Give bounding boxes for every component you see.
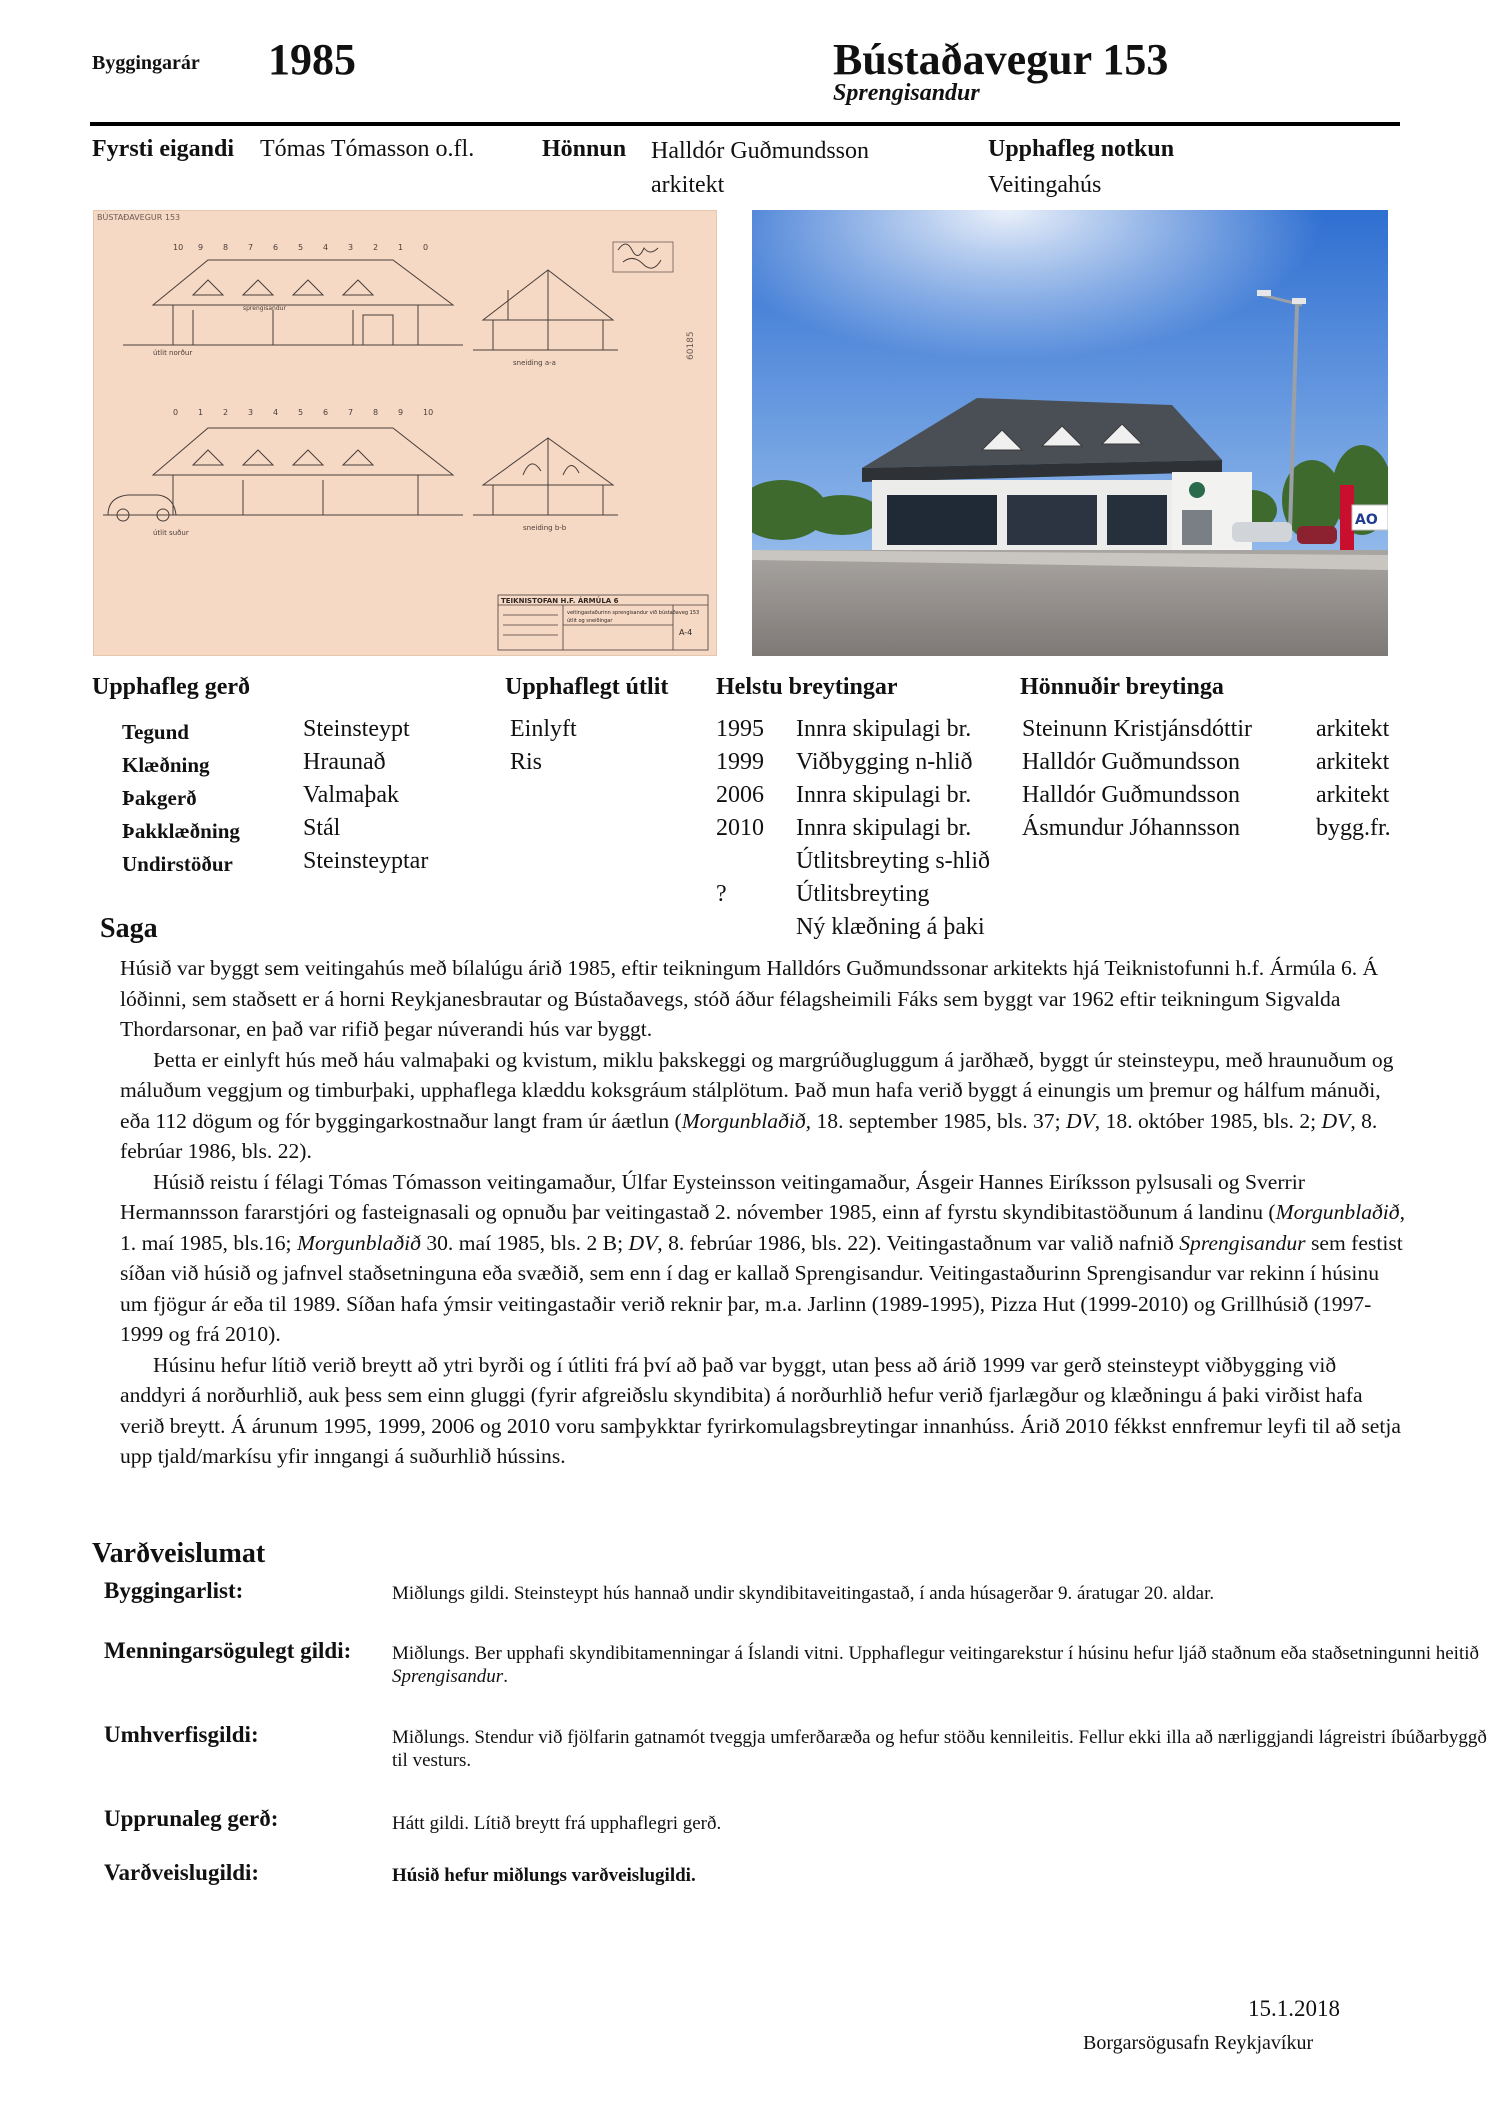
change-text: Innra skipulagi br. [796, 782, 972, 808]
saga-paragraph: Húsið var byggt sem veitingahús með bílalúgu árið 1985, eftir teikningum Halldórs Guðmundssonar arkitekts hjá Teiknistofunni h.f. Ármúla 6. Á lóðinni, sem staðsett er á horni Reykjanesbrautar og Bústaðavegs, stóð áður félagsheimili Fáks sem byggt var 1962 eftir teikningum Sigvalda Thordarsonar, en það var rifið þegar núverandi hús var byggt. [120, 956, 1379, 1041]
drawing-scale-number: 10 [423, 408, 434, 417]
drawing-scale-number: 1 [398, 243, 404, 252]
drawing-scale-number: 4 [323, 243, 329, 252]
use-label: Upphafleg notkun [988, 136, 1175, 162]
change-text: Innra skipulagi br. [796, 716, 972, 742]
form-label: Þakklæðning [122, 819, 240, 843]
use-value: Veitingahús [988, 172, 1102, 198]
header-rule [90, 122, 1400, 126]
page-title: Bústaðavegur 153 [833, 35, 1169, 84]
drawing-scale-number: 5 [298, 243, 304, 252]
form-value: Hraunað [303, 749, 386, 775]
form-value: Steinsteypt [303, 716, 410, 742]
drawing-label-section-a: sneiding a-a [513, 359, 556, 367]
heading-original-look: Upphaflegt útlit [505, 674, 669, 700]
owner-label: Fyrsti eigandi [92, 136, 234, 162]
designer-name: Halldór Guðmundsson [651, 138, 869, 164]
change-year: 2006 [716, 782, 764, 808]
drawing-scale-number: 8 [373, 408, 379, 417]
preservation-value-text: Húsið hefur miðlungs varðveislugildi. [392, 1865, 696, 1886]
footer-organization: Borgarsögusafn Reykjavíkur [1083, 2032, 1314, 2054]
drawing-scale-number: 7 [248, 243, 254, 252]
original-form-text: Hátt gildi. Lítið breytt frá upphaflegri gerð. [392, 1813, 722, 1834]
heading-change-designers: Hönnuðir breytinga [1020, 674, 1224, 700]
architectural-drawing [93, 210, 717, 656]
drawing-label-north: útlit norður [153, 349, 193, 357]
designer-title: arkitekt [651, 172, 725, 198]
change-text: Innra skipulagi br. [796, 815, 972, 841]
preservation-value-label: Varðveislugildi: [104, 1860, 260, 1885]
form-value: Valmaþak [303, 782, 399, 808]
year-value: 1985 [268, 35, 356, 84]
architecture-text: Miðlungs gildi. Steinsteypt hús hannað undir skyndibitaveitingastað, í anda húsagerðar 9. áratugar 20. aldar. [392, 1583, 1215, 1604]
change-year: 1999 [716, 749, 764, 775]
look-value: Einlyft [510, 716, 577, 742]
drawing-scale-number: 6 [323, 408, 329, 417]
drawing-scale-number: 10 [173, 243, 184, 252]
drawing-label-south: útlit suður [153, 529, 189, 537]
drawing-corner-label: BÚSTAÐAVEGUR 153 [97, 213, 181, 222]
form-label: Tegund [122, 720, 189, 744]
saga-paragraph: Þetta er einlyft hús með háu valmaþaki og kvistum, miklu þakskeggi og margrúðugluggum á jarðhæð, byggt úr steinsteypu, með hraunuðum og máluðum veggjum og timburþaki, upphaflega klæddu koksgráum stálplötum. Það mun hafa verið byggt á einungis um þremur og hálfum mánuði, eða 112 dögum og fór byggingarkostnaður langt fram úr áætlun (Morgunblaðið, 18. september 1985, bls. 37; DV, 18. október 1985, bls. 2; DV, 8. febrúar 1986, bls. 22). [120, 1047, 1394, 1163]
drawing-scale-number: 0 [173, 408, 179, 417]
drawing-scale-number: 5 [298, 408, 304, 417]
change-year: 2010 [716, 815, 764, 841]
drawing-scale-number: 3 [348, 243, 354, 252]
designer-role: arkitekt [1316, 749, 1390, 775]
owner-value: Tómas Tómasson o.fl. [260, 136, 475, 162]
designer-name: Steinunn Kristjánsdóttir [1022, 716, 1252, 742]
drawing-scale-number: 7 [348, 408, 354, 417]
drawing-scale-number: 0 [423, 243, 429, 252]
page-subtitle: Sprengisandur [833, 80, 980, 106]
drawing-sign-text: sprengisandur [243, 305, 286, 312]
svg-text:AO: AO [1355, 512, 1378, 528]
change-text: Viðbygging n-hlið [796, 749, 973, 775]
footer-date: 15.1.2018 [1248, 1996, 1340, 2021]
drawing-scale-number: 2 [373, 243, 379, 252]
form-value: Stál [303, 815, 341, 841]
year-label: Byggingarár [92, 52, 200, 74]
designer-name: Halldór Guðmundsson [1022, 782, 1240, 808]
saga-paragraph: Húsinu hefur lítið verið breytt að ytri byrði og í útliti frá því að það var byggt, utan þess að árið 1999 var gerð steinsteypt viðbygging við anddyri á norðurhlið, auk þess sem einn gluggi (fyrir afgreiðslu skyndibita) á norðurhlið hefur verið fjarlægður og klæðningu á þaki virðist hafa verið breytt. Á árunum 1995, 1999, 2006 og 2010 voru samþykktar fyrirkomulagsbreytingar innanhúss. Árið 2010 fékkst ennfremur leyfi til að setja upp tjald/markísu yfir inngangi á suðurhlið hússins. [120, 1352, 1401, 1468]
preservation-title: Varðveislumat [92, 1538, 266, 1569]
culture-label: Menningarsögulegt gildi: [104, 1638, 352, 1663]
change-year: 1995 [716, 716, 764, 742]
designer-role: bygg.fr. [1316, 815, 1391, 841]
change-text: Útlitsbreyting [796, 881, 930, 907]
drawing-box-title: veitingastaðurinn sprengisandur við bústaðaveg 153 [567, 610, 700, 616]
designer-role: arkitekt [1316, 716, 1390, 742]
environment-label: Umhverfisgildi: [104, 1722, 259, 1747]
form-label: Þakgerð [122, 786, 197, 810]
drawing-scale-number: 9 [398, 408, 404, 417]
architecture-label: Byggingarlist: [104, 1578, 244, 1603]
drawing-box-subtitle: útlit og sneiðingar [567, 618, 613, 624]
design-label: Hönnun [542, 136, 627, 162]
change-text: Útlitsbreyting s-hlið [796, 848, 990, 874]
form-value: Steinsteyptar [303, 848, 429, 874]
drawing-scale-number: 3 [248, 408, 254, 417]
designer-role: arkitekt [1316, 782, 1390, 808]
drawing-scale-number: 2 [223, 408, 229, 417]
form-label: Klæðning [122, 753, 210, 777]
svg-text:60185: 60185 [686, 331, 696, 360]
change-year: ? [716, 881, 727, 907]
culture-text: Miðlungs. Ber upphafi skyndibitamenningar á Íslandi vitni. Upphaflegur veitingarekstur í húsinu hefur ljáð staðnum eða staðsetningunni heitið Sprengisandur. [392, 1643, 1480, 1687]
form-label: Undirstöður [122, 852, 233, 876]
saga-title: Saga [100, 913, 158, 944]
heading-main-changes: Helstu breytingar [716, 674, 898, 700]
original-form-label: Upprunaleg gerð: [104, 1806, 279, 1831]
drawing-firm-name: TEIKNISTOFAN H.F. ÁRMÚLA 6 [501, 597, 619, 605]
saga-body [120, 953, 1405, 1472]
building-photo [752, 210, 1388, 656]
designer-name: Halldór Guðmundsson [1022, 749, 1240, 775]
environment-text: Miðlungs. Stendur við fjölfarin gatnamót tveggja umferðaræða og hefur stöðu kennileitis. Fellur ekki illa að nærliggjandi lágreistri íbúðarbyggð til vesturs. [392, 1727, 1487, 1771]
saga-paragraph: Húsið reistu í félagi Tómas Tómasson veitingamaður, Úlfar Eysteinsson veitingamaður, Ásgeir Hannes Eiríksson pylsusali og Sverrir Hermannsson fararstjóri og fasteignasali og opnuðu þar veitingastað 2. nóvember 1985, einn af fyrstu skyndibitastöðunum á landinu (Morgunblaðið, 1. maí 1985, bls.16; Morgunblaðið 30. maí 1985, bls. 2 B; DV, 8. febrúar 1986, bls. 22). Veitingastaðnum var valið nafnið Sprengisandur sem festist síðan við húsið og jafnvel staðsetninguna eða svæðið, sem enn í dag er kallað Sprengisandur. Veitingastaðurinn Sprengisandur var rekinn í húsinu um fjögur ár eða til 1989. Síðan hafa ýmsir veitingastaðir verið reknir þar, m.a. Jarlinn (1989-1995), Pizza Hut (1999-2010) og Grillhúsið (1997-1999 og frá 2010). [120, 1169, 1405, 1346]
heading-original-form: Upphafleg gerð [92, 674, 250, 700]
drawing-scale-number: 8 [223, 243, 229, 252]
drawing-label-section-b: sneiding b-b [523, 524, 567, 532]
drawing-sheet-number: A-4 [679, 628, 693, 637]
change-text: Ný klæðning á þaki [796, 914, 985, 940]
look-value: Ris [510, 749, 543, 775]
drawing-scale-number: 9 [198, 243, 204, 252]
drawing-scale-number: 6 [273, 243, 279, 252]
designer-name: Ásmundur Jóhannsson [1022, 815, 1241, 841]
drawing-scale-number: 1 [198, 408, 204, 417]
drawing-scale-number: 4 [273, 408, 279, 417]
